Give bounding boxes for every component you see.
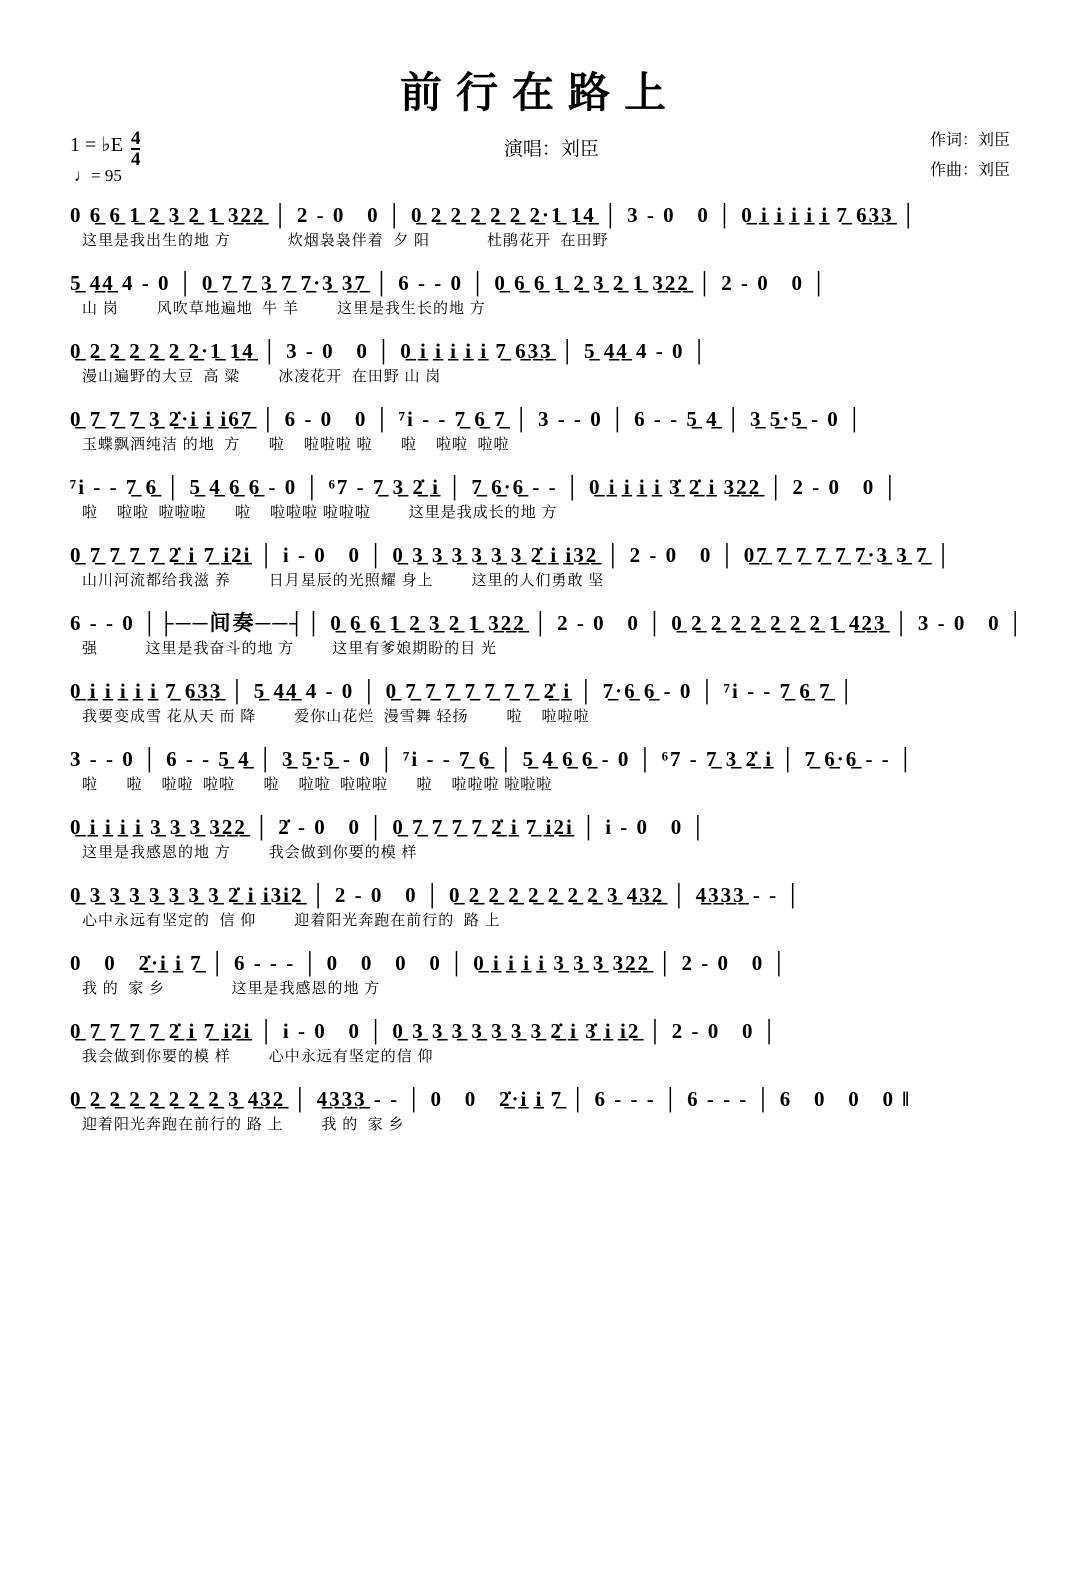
- score-system: [70, 404, 1010, 458]
- score-header: [70, 126, 1010, 190]
- lyrics-line: 迎着阳光奔跑在前行的 路 上 我 的 家 乡: [82, 1117, 405, 1133]
- lyrics-line: 啦 啦 啦啦 啦啦 啦 啦啦 啦啦啦 啦 啦啦啦 啦啦啦: [82, 777, 553, 793]
- tempo-marking: ♩= 95: [74, 166, 122, 185]
- score-system: [70, 880, 1010, 934]
- lyrics-line: 强 这里是我奋斗的地 方 这里有爹娘期盼的目 光: [82, 641, 498, 657]
- score-system: [70, 472, 1010, 526]
- lyrics-line: 山 岗 风吹草地遍地 牛 羊 这里是我生长的地 方: [82, 301, 486, 317]
- singer-credit: 演唱：刘臣: [503, 139, 599, 160]
- score-system: [70, 608, 1025, 662]
- notation-line: 0̲ i̲ i̲ i̲ i̲ i̲ 7̲ 6̲3̲3̲ │ 5̲ 4̲4̲ 4 - 0 │ 0̲ 7̲ 7̲ 7̲ 7̲ 7̲ 7̲ 7̲ 2̲̇ i̲ │ 7̲·6̲ 6̲ - 0 │ ⁷i - - 7̲ 6̲ 7̲ │: [70, 679, 856, 703]
- score-system: [70, 200, 1010, 254]
- notation-line: 0̲ 3̲ 3̲ 3̲ 3̲ 3̲ 3̲ 3̲ 2̲̇ i̲ i̲3̲i̲2̲ │ 2 - 0 0 │ 0̲ 2̲ 2̲ 2̲ 2̲ 2̲ 2̲ 2̲ 3̲ 4̲3̲2̲ │ 4̲3̲3̲3̲ - - │: [70, 883, 803, 907]
- lyrics-line: 山川河流都给我滋 养 日月星辰的光照耀 身上 这里的人们勇敢 坚: [82, 573, 605, 589]
- time-signature-denominator: 4: [130, 149, 141, 171]
- notation-line: 6 - - 0 │├──间奏──┤│ 0̲ 6̲ 6̲ 1̲ 2̲ 3̲ 2̲ 1̲ 3̲2̲2̲ │ 2 - 0 0 │ 0̲ 2̲ 2̲ 2̲ 2̲ 2̲ 2̲ 2̲ 1̲ 4̲2̲3̲ │ 3 - 0 0 │: [70, 611, 1025, 635]
- notation-line: 0̲ 2̲ 2̲ 2̲ 2̲ 2̲ 2̲·1̲ 1̲4̲ │ 3 - 0 0 │ 0̲ i̲ i̲ i̲ i̲ i̲ 7̲ 6̲3̲3̲ │ 5̲ 4̲4̲ 4 - 0 │: [70, 339, 709, 363]
- notation-line: ⁷i - - 7̲ 6̲ │ 5̲ 4̲ 6̲ 6̲ - 0 │ ⁶7 - 7̲ 3̲ 2̲̇ i̲ │ 7̲ 6̲·6̲ - - │ 0̲ i̲ i̲ i̲ i̲ 3̲̇ 2̲̇ i̲ 3̲2̲2̲ │ 2 - 0 0 │: [70, 475, 900, 499]
- lyrics-line: 啦 啦啦 啦啦啦 啦 啦啦啦 啦啦啦 这里是我成长的地 方: [82, 505, 558, 521]
- notation-line: 0̲ i̲ i̲ i̲ i̲ 3̲ 3̲ 3̲ 3̲2̲2̲ │ 2̇ - 0 0 │ 0̲ 7̲ 7̲ 7̲ 7̲ 2̲̇ i̲ 7̲ i̲2̲i̲ │ i - 0 0 │: [70, 815, 708, 839]
- time-signature-numerator: 4: [130, 128, 141, 149]
- score-systems: [70, 200, 1025, 1138]
- notation-line: 0 6̲ 6̲ 1̲ 2̲ 3̲ 2̲ 1̲ 3̲2̲2̲ │ 2 - 0 0 │ 0̲ 2̲ 2̲ 2̲ 2̲ 2̲ 2̲·1̲ 1̲4̲ │ 3 - 0 0 │ 0̲ i̲ i̲ i̲ i̲ i̲ 7̲ 6̲3̲3̲ │: [70, 203, 918, 227]
- notation-line: 0̲ 7̲ 7̲ 7̲ 7̲ 2̲̇ i̲ 7̲ i̲2̲i̲ │ i - 0 0 │ 0̲ 3̲ 3̲ 3̲ 3̲ 3̲ 3̲ 3̲ 2̲̇ i̲ 3̲̇ i̲ i̲2̲ │ 2 - 0 0 │: [70, 1019, 779, 1043]
- notation-line: 5̲ 4̲4̲ 4 - 0 │ 0̲ 7̲ 7̲ 3̲ 7̲ 7̲·3̲ 3̲7̲ │ 6 - - 0 │ 0̲ 6̲ 6̲ 1̲ 2̲ 3̲ 2̲ 1̲ 3̲2̲2̲ │ 2 - 0 0 │: [70, 271, 829, 295]
- lyricist-credit: 作词：刘臣: [929, 132, 1010, 149]
- notation-line: 0̲ 7̲ 7̲ 7̲ 7̲ 2̲̇ i̲ 7̲ i̲2̲i̲ │ i - 0 0 │ 0̲ 3̲ 3̲ 3̲ 3̲ 3̲ 3̲ 2̲̇ i̲ i̲3̲2̲ │ 2 - 0 0 │ 0̲7̲ 7̲ 7̲ 7̲ 7̲ 7̲·3̲ 3̲ 7̲ │: [70, 543, 953, 567]
- composer-credit: 作曲：刘臣: [929, 162, 1010, 180]
- score-system: [70, 1016, 1010, 1070]
- key-signature-label: 1 = ♭E: [70, 134, 123, 156]
- score-system: [70, 268, 1010, 322]
- lyrics-line: 漫山遍野的大豆 高 粱 冰凌花开 在田野 山 岗: [82, 369, 442, 385]
- score-system: [70, 948, 1010, 1002]
- credits-block: [930, 126, 1010, 187]
- sheet-music-page: [0, 60, 1080, 1589]
- lyrics-line: 这里是我感恩的地 方 我会做到你要的模 样: [82, 845, 418, 861]
- time-signature: [131, 130, 141, 169]
- score-system: [70, 812, 1010, 866]
- notation-line: 0 0 2̲̇·i̲ i̲ 7̲ │ 6 - - - │ 0 0 0 0 │ 0̲ i̲ i̲ i̲ i̲ 3̲ 3̲ 3̲ 3̲2̲2̲ │ 2 - 0 0 │: [70, 951, 789, 975]
- score-system: [70, 744, 1010, 798]
- lyrics-line: 我会做到你要的模 样 心中永远有坚定的信 仰: [82, 1049, 434, 1065]
- notation-line: 0̲ 2̲ 2̲ 2̲ 2̲ 2̲ 2̲ 2̲ 3̲ 4̲3̲2̲ │ 4̲3̲3̲3̲ - - │ 0 0 2̲̇·i̲ i̲ 7̲ │ 6 - - - │ 6 - - - │ 6 0 0 0 ‖: [70, 1087, 912, 1111]
- lyrics-line: 我要变成雪 花从天 而 降 爱你山花烂 漫雪舞 轻扬 啦 啦啦啦: [82, 709, 590, 725]
- score-system: [70, 676, 1010, 730]
- lyrics-line: 我 的 家 乡 这里是我感恩的地 方: [82, 981, 381, 997]
- lyrics-line: 心中永远有坚定的 信 仰 迎着阳光奔跑在前行的 路 上: [82, 913, 501, 929]
- lyrics-line: 这里是我出生的地 方 炊烟袅袅伴着 夕 阳 杜鹃花开 在田野: [82, 233, 609, 249]
- notation-line: 3 - - 0 │ 6 - - 5̲ 4̲ │ 3̲ 5̲·5̲ - 0 │ ⁷i - - 7̲ 6̲ │ 5̲ 4̲ 6̲ 6̲ - 0 │ ⁶7 - 7̲ 3̲ 2̲̇ i̲ │ 7̲ 6̲·6̲ - - │: [70, 747, 915, 771]
- score-system: [70, 1084, 1010, 1138]
- score-system: [70, 540, 1010, 594]
- lyrics-line: 玉蝶飘洒纯洁 的地 方 啦 啦啦啦 啦 啦 啦啦 啦啦: [82, 437, 510, 453]
- page-title: 前行在路上: [399, 71, 680, 117]
- score-system: [70, 336, 1010, 390]
- notation-line: 0̲ 7̲ 7̲ 7̲ 3̲ 2̲̇·i̲ i̲ i̲6̲7̲ │ 6 - 0 0 │ ⁷i - - 7̲ 6̲ 7̲ │ 3 - - 0 │ 6 - - 5̲ 4̲ │ 3̲ 5̲·5̲ - 0 │: [70, 407, 864, 431]
